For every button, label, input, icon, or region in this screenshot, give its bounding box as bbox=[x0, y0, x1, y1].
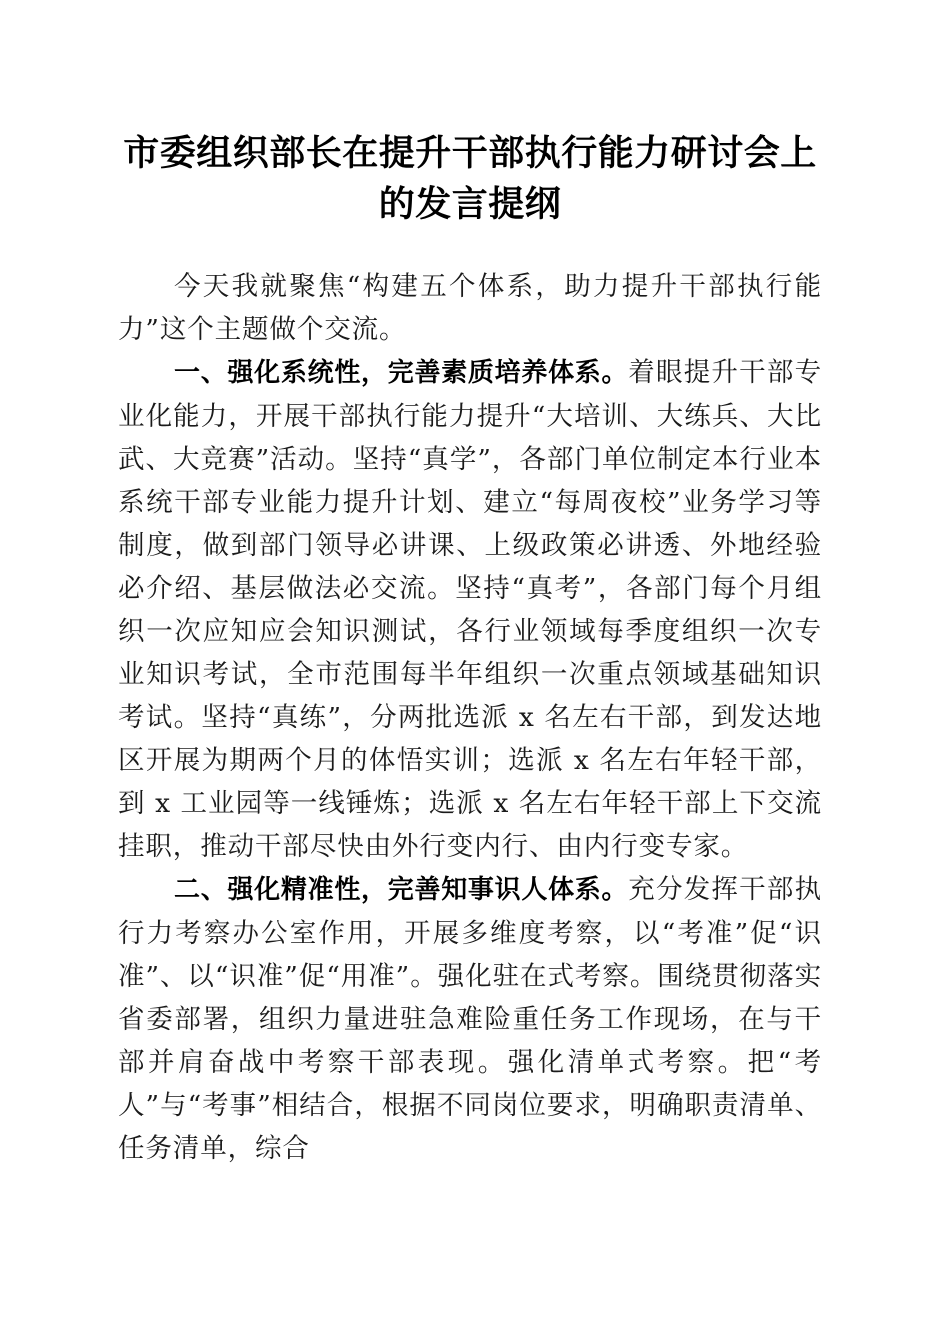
paragraph-body: 着眼提升干部专业化能力，开展干部执行能力提升“大培训、大练兵、大比武、大竞赛”活动。坚持“真学”，各部门单位制定本行业本系统干部专业能力提升计划、建立“每周夜校”业务学习等制度，做到部门领导必讲课、上级政策必讲透、外地经验必介绍、基层做法必交流。坚持“真考”，各部门每个月组织一次应知应会知识测试，各行业领域每季度组织一次专业知识考试，全市范围每半年组织一次重点领域基础知识考试。坚持“真练”，分两批选派 x 名左右干部，到发达地区开展为期两个月的体悟实训；选派 x 名左右年轻干部，到 x 工业园等一线锤炼；选派 x 名左右年轻干部上下交流挂职，推动干部尽快由外行变内行、由内行变专家。 bbox=[118, 357, 822, 862]
section-heading-2: 二、强化精准性，完善知事识人体系。 bbox=[174, 875, 629, 905]
paragraph-section-1 bbox=[118, 351, 822, 868]
section-heading-1: 一、强化系统性，完善素质培养体系。 bbox=[174, 358, 629, 388]
paragraph-body: 充分发挥干部执行力考察办公室作用，开展多维度考察，以“考准”促“识准”、以“识准”促“用准”。强化驻在式考察。围绕贯彻落实省委部署，组织力量进驻急难险重任务工作现场，在与干部并肩奋战中考察干部表现。强化清单式考察。把“考人”与“考事”相结合，根据不同岗位要求，明确职责清单、任务清单，综合 bbox=[118, 874, 822, 1164]
paragraph-intro bbox=[118, 265, 822, 351]
document-content bbox=[118, 0, 822, 1170]
paragraph-body: 今天我就聚焦“构建五个体系，助力提升干部执行能力”这个主题做个交流。 bbox=[118, 271, 822, 345]
page-title: 市委组织部长在提升干部执行能力研讨会上的发言提纲 bbox=[123, 132, 817, 225]
paragraph-section-2 bbox=[118, 868, 822, 1170]
